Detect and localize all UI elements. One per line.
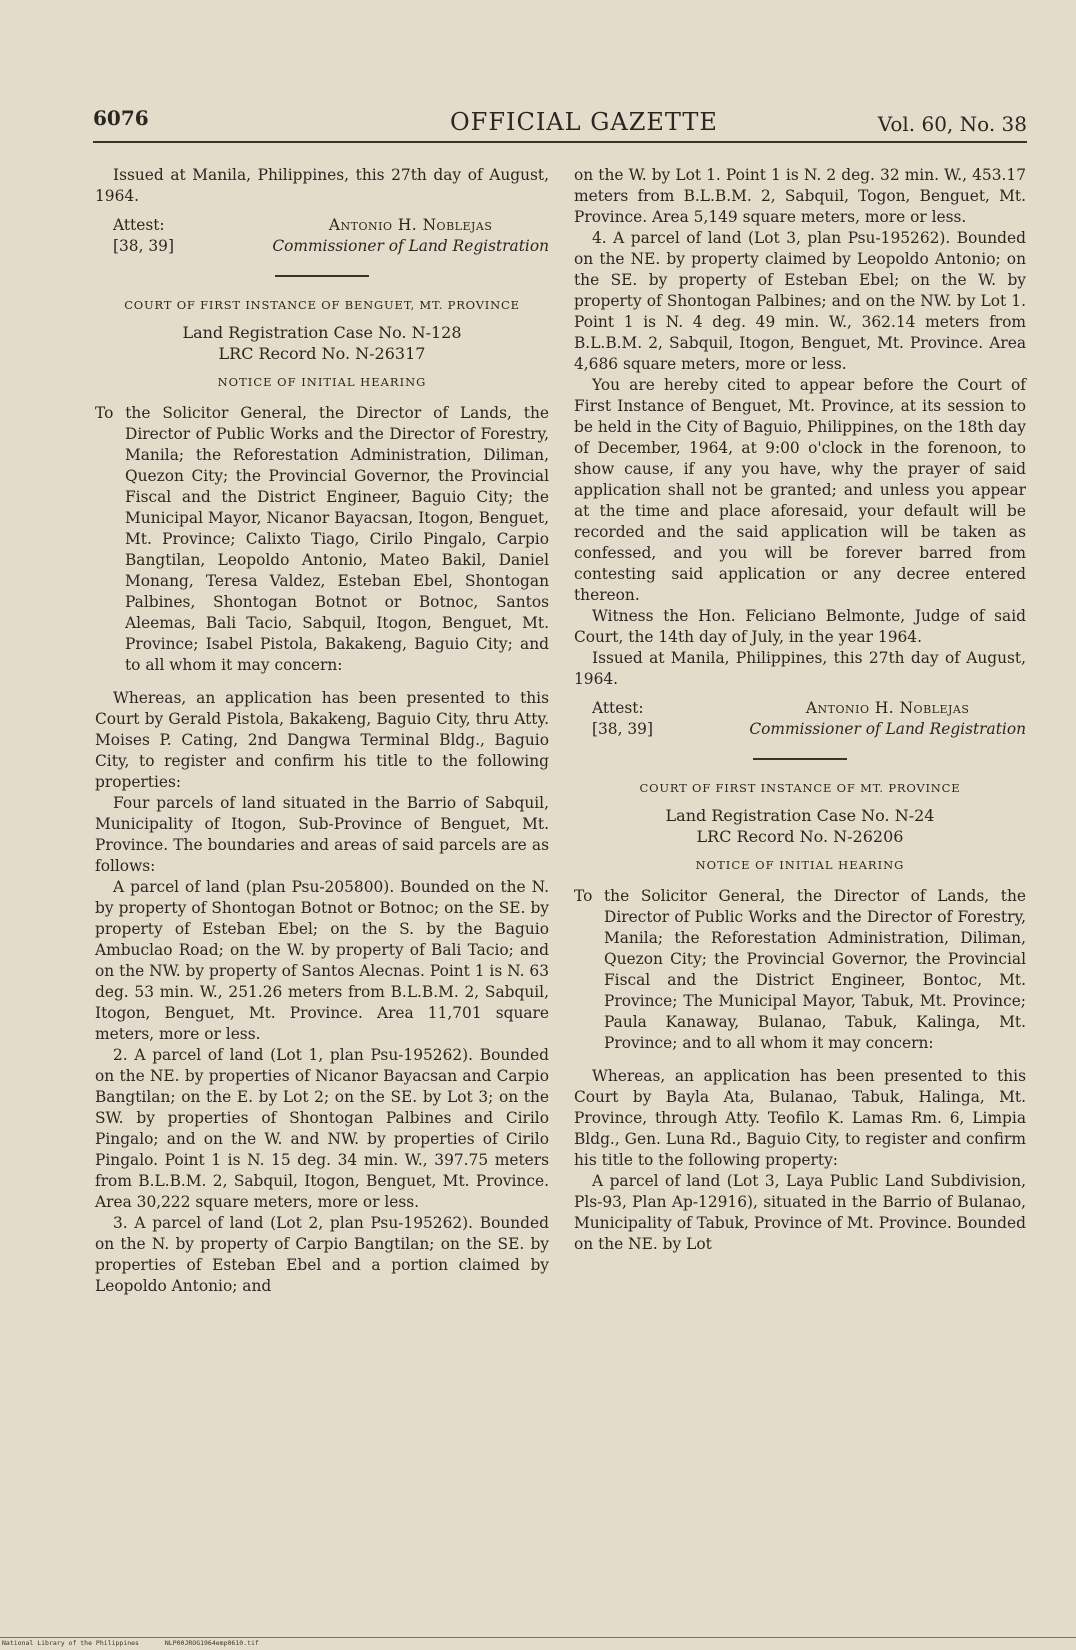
scan-filename: NLP00JROG1964emp0610.tif [164, 1639, 259, 1647]
notice-heading: NOTICE OF INITIAL HEARING [217, 375, 427, 389]
parcels-intro: Four parcels of land situated in the Barrio of Sabquil, Municipality of Itogon, Sub-Province of Benguet, Mt. Province. The boundaries and areas of said parcels are as follows: [95, 794, 549, 875]
page-number: 6076 [93, 106, 149, 130]
attest-block [592, 698, 1026, 740]
parcel-3: 3. A parcel of land (Lot 2, plan Psu-195262). Bounded on the N. by property of Carpio Bangtilan; on the SE. by properties of Esteban Ebel and a portion claimed by Leopoldo Antonio; and [95, 1214, 549, 1295]
publication-title: OFFICIAL GAZETTE [450, 108, 718, 136]
case-number: Land Registration Case No. N-128 [182, 323, 462, 342]
lrc-record: LRC Record No. N-26317 [218, 344, 426, 363]
parcel-description: A parcel of land (Lot 3, Laya Public Land Subdivision, Pls-93, Plan Ap-12916), situated in the Barrio of Bulanao, Municipality of Tabuk, Province of Mt. Province. Bounded on the NE. by Lot [574, 1172, 1026, 1253]
signer-title: Commissioner of Land Registration [749, 720, 1026, 738]
case-number: Land Registration Case No. N-24 [665, 806, 935, 825]
footer-rule [0, 1637, 1076, 1638]
addressees: To the Solicitor General, the Director of Lands, the Director of Public Works and the Director of Forestry, Manila; the Reforestation Administration, Diliman, Quezon City; the Provincial Governor, the Provincial Fiscal and the District Engineer, Bontoc, Mt. Province; The Municipal Mayor, Tabuk, Mt. Province; Paula Kanaway, Bulanao, Tabuk, Kalinga, Mt. Province; and to all whom it may concern: [574, 887, 1026, 1052]
section-divider [753, 758, 847, 760]
issued-statement: Issued at Manila, Philippines, this 27th day of August, 1964. [574, 649, 1026, 688]
attest-reference: [38, 39] [113, 237, 174, 255]
notice-heading: NOTICE OF INITIAL HEARING [695, 858, 905, 872]
signer-title: Commissioner of Land Registration [272, 237, 549, 255]
parcel-3-continued: on the W. by Lot 1. Point 1 is N. 2 deg. 32 min. W., 453.17 meters from B.L.B.M. 2, Sabquil, Togon, Benguet, Mt. Province. Area 5,149 square meters, more or less. [574, 166, 1026, 226]
page-header [93, 106, 1027, 146]
signer-name: Antonio H. Noblejas [328, 216, 493, 234]
parcel-2: 2. A parcel of land (Lot 1, plan Psu-195262). Bounded on the NE. by properties of Nicanor Bayacsan and Carpio Bangtilan; on the E. by Lot 2; on the SE. by Lot 3; on the SW. by properties of Shontogan Palbines and Cirilo Pingalo; and on the W. and NW. by properties of Cirilo Pingalo. Point 1 is N. 15 deg. 34 min. W., 397.75 meters from B.L.B.M. 2, Sabquil, Itogon, Benguet, Mt. Province. Area 30,222 square meters, more or less. [95, 1046, 549, 1211]
attest-block [113, 215, 549, 257]
volume-label: Vol. 60, No. 38 [877, 112, 1027, 136]
attest-reference: [38, 39] [592, 720, 653, 738]
court-heading: COURT OF FIRST INSTANCE OF BENGUET, MT. PROVINCE [124, 298, 520, 312]
whereas-paragraph: Whereas, an application has been presented to this Court by Bayla Ata, Bulanao, Tabuk, Halinga, Mt. Province, through Atty. Teofilo K. Lamas Rm. 6, Limpia Bldg., Gen. Luna Rd., Baguio City, to register and confirm his title to the following property: [574, 1067, 1026, 1169]
addressees: To the Solicitor General, the Director of Lands, the Director of Public Works and the Director of Forestry, Manila; the Reforestation Administration, Diliman, Quezon City; the Provincial Governor, the Provincial Fiscal and the District Engineer, Baguio City; the Municipal Mayor, Nicanor Bayacsan, Itogon, Benguet, Mt. Province; Calixto Tiago, Cirilo Pingalo, Carpio Bangtilan, Leopoldo Antonio, Mateo Bakil, Daniel Monang, Teresa Valdez, Esteban Ebel, Shontogan Palbines, Shontogan Botnot or Botnoc, Santos Aleemas, Bali Tacio, Sabquil, Itogon, Benguet, Mt. Province; Isabel Pistola, Bakakeng, Baguio City; and to all whom it may concern: [95, 404, 549, 674]
parcel-1: A parcel of land (plan Psu-205800). Bounded on the N. by property of Shontogan Botnot or Botnoc; on the SE. by property of Esteban Ebel; on the S. by the Baguio Ambuclao Road; on the W. by property of Bali Tacio; and on the NW. by property of Santos Alecnas. Point 1 is N. 63 deg. 53 min. W., 251.26 meters from B.L.B.M. 2, Sabquil, Itogon, Benguet, Mt. Province. Area 11,701 square meters, more or less. [95, 878, 549, 1043]
attest-label: Attest: [113, 216, 165, 234]
right-column [574, 165, 1026, 1255]
section-divider [275, 275, 369, 277]
lrc-record: LRC Record No. N-26206 [696, 827, 904, 846]
citation-paragraph: You are hereby cited to appear before the Court of First Instance of Benguet, Mt. Province, at its session to be held in the City of Baguio, Philippines, on the 18th day of December, 1964, at 9:00 o'clock in the forenoon, to show cause, if any you have, why the prayer of said application shall not be granted; and unless you appear at the time and place aforesaid, your default will be recorded and the said application will be taken as confessed, and you will be forever barred from contesting said application or any decree entered thereon. [574, 376, 1026, 604]
attest-label: Attest: [592, 699, 644, 717]
whereas-paragraph: Whereas, an application has been presented to this Court by Gerald Pistola, Bakakeng, Baguio City, thru Atty. Moises P. Cating, 2nd Dangwa Terminal Bldg., Baguio City, to register and confirm his title to the following properties: [95, 689, 549, 791]
signer-name: Antonio H. Noblejas [805, 699, 970, 717]
left-column [95, 165, 549, 1297]
header-rule [93, 141, 1027, 143]
court-heading: COURT OF FIRST INSTANCE OF MT. PROVINCE [639, 781, 961, 795]
parcel-4: 4. A parcel of land (Lot 3, plan Psu-195262). Bounded on the NE. by property claimed by Leopoldo Antonio; on the SE. by property of Esteban Ebel; on the W. by property of Shontogan Palbines; and on the NW. by Lot 1. Point 1 is N. 4 deg. 49 min. W., 362.14 meters from B.L.B.M. 2, Sabquil, Itogon, Benguet, Mt. Province. Area 4,686 square meters, more or less. [574, 229, 1026, 373]
witness-paragraph: Witness the Hon. Feliciano Belmonte, Judge of said Court, the 14th day of July, in the year 1964. [574, 607, 1026, 646]
issued-statement: Issued at Manila, Philippines, this 27th day of August, 1964. [95, 166, 549, 205]
library-credit: National Library of the Philippines [2, 1639, 139, 1647]
scan-footer [2, 1639, 281, 1647]
